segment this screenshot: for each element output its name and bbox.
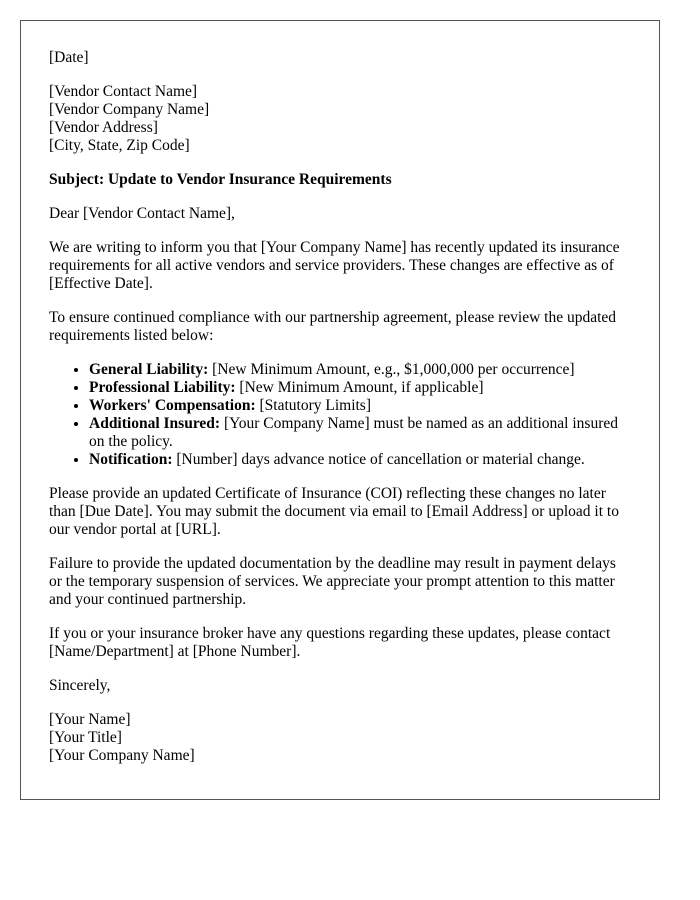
- recipient-name: [Vendor Contact Name]: [49, 83, 198, 100]
- signer-company: [Your Company Name]: [49, 747, 195, 764]
- signer-name: [Your Name]: [49, 711, 131, 728]
- review-paragraph: To ensure continued compliance with our partnership agreement, please review the updated requirements listed below:: [49, 309, 617, 344]
- requirement-detail: [Your Company Name] must be named as an additional insured on the policy.: [89, 415, 618, 450]
- requirement-term: Additional Insured:: [89, 415, 221, 432]
- requirement-detail: [New Minimum Amount, if applicable]: [235, 379, 484, 396]
- requirement-term: Notification:: [89, 451, 173, 468]
- letter-subject: Subject: Update to Vendor Insurance Requirements: [49, 171, 392, 188]
- list-item: [89, 397, 631, 415]
- consequence-paragraph: Failure to provide the updated documentation by the deadline may result in payment delays or the temporary suspension of services. We appreciate your prompt attention to this matter and your continued partnership.: [49, 555, 616, 608]
- contact-paragraph: If you or your insurance broker have any questions regarding these updates, please contact [Name/Department] at [Phone Number].: [49, 625, 611, 660]
- signer-title: [Your Title]: [49, 729, 122, 746]
- intro-paragraph: We are writing to inform you that [Your Company Name] has recently updated its insurance requirements for all active vendors and service providers. These changes are effective as of [Effective Date].: [49, 239, 620, 292]
- letter-page: [20, 20, 660, 800]
- requirements-list: [49, 361, 631, 469]
- list-item: [89, 361, 631, 379]
- recipient-address: [49, 83, 631, 155]
- requirement-detail: [Statutory Limits]: [255, 397, 372, 414]
- requirement-term: General Liability:: [89, 361, 209, 378]
- requirement-detail: [Number] days advance notice of cancellation or material change.: [172, 451, 585, 468]
- signature-block: [49, 711, 631, 765]
- requirement-term: Workers' Compensation:: [89, 397, 256, 414]
- list-item: [89, 379, 631, 397]
- recipient-company: [Vendor Company Name]: [49, 101, 210, 118]
- requirement-detail: [New Minimum Amount, e.g., $1,000,000 per occurrence]: [208, 361, 575, 378]
- closing: Sincerely,: [49, 677, 111, 694]
- salutation: Dear [Vendor Contact Name],: [49, 205, 235, 222]
- list-item: [89, 415, 631, 451]
- coi-paragraph: Please provide an updated Certificate of Insurance (COI) reflecting these changes no later than [Due Date]. You may submit the document via email to [Email Address] or upload it to our vendor portal at [URL].: [49, 485, 619, 538]
- letter-date: [49, 49, 631, 67]
- recipient-street: [Vendor Address]: [49, 119, 158, 136]
- requirement-term: Professional Liability:: [89, 379, 236, 396]
- date-line: [Date]: [49, 49, 89, 66]
- list-item: [89, 451, 631, 469]
- recipient-city: [City, State, Zip Code]: [49, 137, 190, 154]
